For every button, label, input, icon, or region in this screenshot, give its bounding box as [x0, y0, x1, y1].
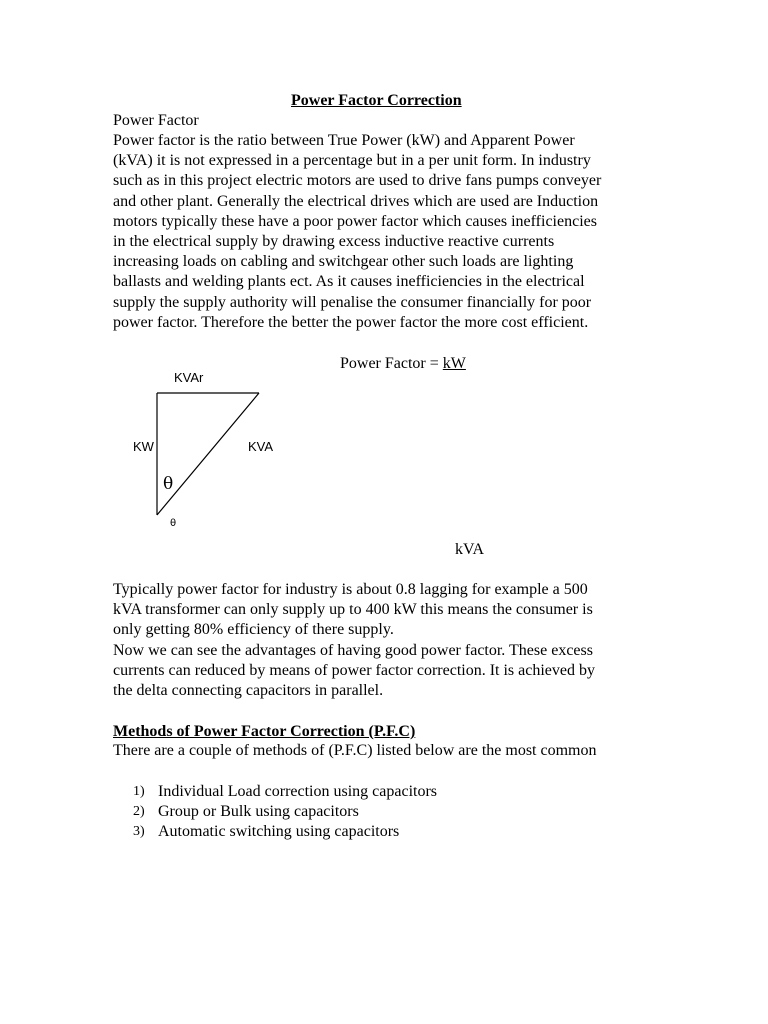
paragraph-line: ballasts and welding plants ect. As it causes inefficiencies in the electrical	[113, 273, 585, 291]
formula-label: Power Factor =	[340, 355, 443, 372]
methods-heading: Methods of Power Factor Correction (P.F.C)	[113, 723, 416, 740]
section-subheading: Power Factor	[113, 112, 199, 129]
theta-symbol: θ	[163, 474, 174, 494]
label-kva: KVA	[248, 439, 274, 454]
list-item	[133, 802, 437, 822]
triangle-kva-hypotenuse	[157, 393, 259, 515]
formula-denominator: kVA	[455, 541, 485, 558]
paragraph-line: and other plant. Generally the electrical drives which are used are Induction	[113, 192, 599, 210]
paragraph-line: kVA transformer can only supply up to 400 kW this means the consumer is	[113, 601, 593, 619]
methods-intro: There are a couple of methods of (P.F.C) listed below are the most common	[113, 742, 597, 759]
list-item-text: Group or Bulk using capacitors	[158, 803, 359, 821]
list-item-number: 3)	[133, 824, 145, 840]
paragraph-line: power factor. Therefore the better the power factor the more cost efficient.	[113, 313, 589, 331]
paragraph-line: only getting 80% efficiency of there supply.	[113, 621, 394, 639]
list-item-text: Individual Load correction using capacitors	[158, 783, 438, 800]
paragraph-line: increasing loads on cabling and switchgear other such loads are lighting	[113, 253, 574, 271]
paragraph-line: Typically power factor for industry is about 0.8 lagging for example a 500	[113, 581, 588, 598]
list-item-number: 1)	[133, 784, 145, 799]
paragraph-typical-power-factor	[113, 580, 653, 701]
paragraph-line: supply the supply authority will penalise the consumer financially for poor	[113, 293, 592, 311]
paragraph-line: in the electrical supply by drawing excess inductive reactive currents	[113, 232, 555, 250]
paragraph-line: motors typically these have a poor power factor which causes inefficiencies	[113, 212, 597, 230]
paragraph-line: (kVA) it is not expressed in a percentage but in a per unit form. In industry	[113, 152, 591, 170]
paragraph-line: such as in this project electric motors are used to drive fans pumps conveyer	[113, 172, 602, 190]
label-kw: KW	[133, 439, 154, 454]
list-item	[133, 822, 437, 842]
list-item-number: 2)	[133, 804, 145, 820]
paragraph-line: Power factor is the ratio between True Power (kW) and Apparent Power	[113, 132, 575, 149]
methods-list	[133, 782, 437, 843]
paragraph-line: currents can reduced by means of power factor correction. It is achieved by	[113, 661, 596, 679]
paragraph-line: Now we can see the advantages of having good power factor. These excess	[113, 641, 593, 659]
theta-small-label: θ	[170, 518, 177, 529]
document-title: Power Factor Correction	[291, 92, 462, 109]
paragraph-line: the delta connecting capacitors in parallel.	[113, 681, 384, 699]
list-item	[133, 782, 437, 802]
formula-numerator: kW	[442, 355, 466, 372]
label-kvar: KVAr	[174, 370, 204, 385]
list-item-text: Automatic switching using capacitors	[158, 823, 400, 841]
